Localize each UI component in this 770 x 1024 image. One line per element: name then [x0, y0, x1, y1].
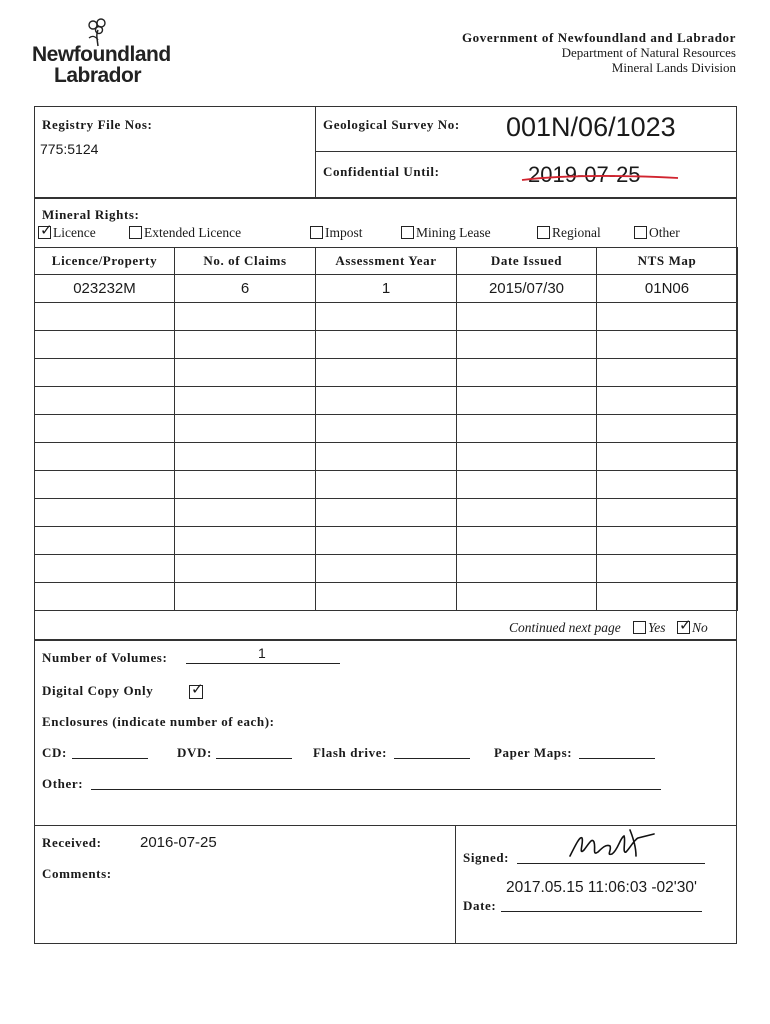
continued-yes[interactable]: [633, 620, 666, 636]
option-label: Regional: [552, 225, 601, 240]
col-licence-property: Licence/Property: [35, 248, 175, 275]
no-checkbox[interactable]: [677, 616, 692, 634]
table-cell[interactable]: [35, 555, 175, 583]
table-cell[interactable]: [175, 303, 316, 331]
confidential-date: 2019-07-25: [528, 162, 641, 187]
licence-checkbox[interactable]: [38, 221, 53, 239]
other-field[interactable]: [91, 789, 661, 790]
no-label: No: [692, 620, 708, 635]
table-cell[interactable]: [35, 499, 175, 527]
table-cell[interactable]: [175, 415, 316, 443]
table-row: [35, 499, 738, 527]
table-row: [35, 527, 738, 555]
table-cell[interactable]: [175, 331, 316, 359]
table-cell[interactable]: 2015/07/30: [457, 275, 597, 303]
table-cell[interactable]: [175, 583, 316, 611]
table-row: [35, 331, 738, 359]
registry-value[interactable]: 775:5124: [40, 141, 99, 157]
table-cell[interactable]: 023232M: [35, 275, 175, 303]
divider: [455, 825, 456, 944]
dvd-label: DVD:: [177, 745, 212, 760]
survey-value[interactable]: 001N/06/1023: [506, 112, 676, 142]
mining-lease-checkbox[interactable]: [401, 226, 414, 239]
other-checkbox[interactable]: [634, 226, 647, 239]
strikethrough-icon: [520, 170, 680, 184]
table-cell[interactable]: [35, 471, 175, 499]
table-cell[interactable]: [316, 331, 457, 359]
table-row: [35, 471, 738, 499]
table-cell[interactable]: 6: [175, 275, 316, 303]
option-label: Impost: [325, 225, 363, 240]
table-row: [35, 583, 738, 611]
table-cell[interactable]: [35, 527, 175, 555]
check-icon: ✓: [191, 680, 204, 698]
table-cell[interactable]: [457, 555, 597, 583]
table-cell[interactable]: [35, 303, 175, 331]
table-cell[interactable]: [316, 499, 457, 527]
table-cell[interactable]: [597, 499, 738, 527]
check-icon: ✓: [679, 616, 692, 634]
col-nts-map: NTS Map: [597, 248, 738, 275]
header-division: Mineral Lands Division: [611, 60, 736, 75]
option-licence[interactable]: [38, 221, 96, 241]
table-cell[interactable]: [597, 331, 738, 359]
table-cell[interactable]: [597, 527, 738, 555]
yes-label: Yes: [648, 620, 666, 635]
table-cell[interactable]: [457, 331, 597, 359]
header-government: Government of Newfoundland and Labrador: [461, 30, 736, 45]
table-cell[interactable]: [316, 415, 457, 443]
table-cell[interactable]: [175, 499, 316, 527]
table-cell[interactable]: [597, 303, 738, 331]
table-row: [35, 555, 738, 583]
table-cell[interactable]: [597, 387, 738, 415]
department-header: [462, 30, 736, 75]
table-cell[interactable]: [316, 443, 457, 471]
continued-no[interactable]: [677, 616, 708, 636]
digital-copy-label: Digital Copy Only: [42, 683, 154, 698]
table-cell[interactable]: [316, 555, 457, 583]
table-cell[interactable]: [35, 387, 175, 415]
table-cell[interactable]: [175, 527, 316, 555]
table-cell[interactable]: [35, 443, 175, 471]
option-label: Other: [649, 225, 680, 240]
other-label: Other:: [42, 776, 84, 791]
table-cell[interactable]: [316, 387, 457, 415]
maps-field[interactable]: [579, 758, 655, 759]
nl-logo: [32, 18, 171, 88]
table-cell[interactable]: 1: [316, 275, 457, 303]
option-extended-licence[interactable]: [129, 225, 241, 241]
confidential-value[interactable]: [528, 162, 641, 188]
regional-checkbox[interactable]: [537, 226, 550, 239]
volumes-value[interactable]: 1: [258, 645, 266, 661]
table-cell[interactable]: [316, 303, 457, 331]
received-label: Received:: [42, 835, 102, 850]
col-date-issued: Date Issued: [457, 248, 597, 275]
volumes-box: [34, 640, 737, 826]
mineral-rights-label: Mineral Rights:: [42, 207, 140, 222]
table-cell[interactable]: [175, 471, 316, 499]
logo-newfoundland: Newfoundland: [32, 43, 171, 66]
table-cell[interactable]: [597, 415, 738, 443]
table-cell[interactable]: [457, 471, 597, 499]
continued-label: Continued next page: [509, 620, 621, 635]
table-cell[interactable]: [175, 387, 316, 415]
flash-label: Flash drive:: [313, 745, 388, 760]
table-cell[interactable]: [457, 303, 597, 331]
table-cell[interactable]: [597, 471, 738, 499]
table-row: [35, 415, 738, 443]
option-label: Licence: [53, 225, 96, 240]
option-label: Mining Lease: [416, 225, 491, 240]
volumes-label: Number of Volumes:: [42, 650, 168, 665]
enclosures-label: Enclosures (indicate number of each):: [42, 714, 275, 729]
option-impost[interactable]: [310, 225, 363, 241]
table-cell[interactable]: [316, 583, 457, 611]
yes-checkbox[interactable]: [633, 621, 646, 634]
extended-licence-checkbox[interactable]: [129, 226, 142, 239]
registry-label: Registry File Nos:: [42, 117, 153, 132]
received-value[interactable]: 2016-07-25: [140, 834, 217, 851]
table-cell[interactable]: [35, 331, 175, 359]
table-row: [35, 443, 738, 471]
cd-label: CD:: [42, 745, 67, 760]
table-cell[interactable]: [175, 555, 316, 583]
impost-checkbox[interactable]: [310, 226, 323, 239]
dvd-field[interactable]: [216, 758, 292, 759]
table-cell[interactable]: [457, 583, 597, 611]
table-row: [35, 387, 738, 415]
survey-label: Geological Survey No:: [323, 117, 460, 132]
check-icon: ✓: [40, 221, 53, 239]
option-regional[interactable]: [537, 225, 601, 241]
table-cell[interactable]: [597, 555, 738, 583]
table-row: [35, 275, 738, 303]
confidential-label: Confidential Until:: [323, 164, 440, 179]
table-cell[interactable]: [457, 387, 597, 415]
flash-field[interactable]: [394, 758, 470, 759]
volumes-line: [186, 663, 340, 664]
divider: [315, 151, 737, 152]
table-cell[interactable]: [457, 415, 597, 443]
comments-label: Comments:: [42, 866, 112, 881]
date-line: [501, 911, 702, 912]
option-label: Extended Licence: [144, 225, 242, 240]
table-cell[interactable]: [597, 359, 738, 387]
licence-table: [34, 247, 738, 611]
table-row: [35, 359, 738, 387]
table-cell[interactable]: [35, 583, 175, 611]
header-department: Department of Natural Resources: [561, 45, 736, 60]
option-other[interactable]: [634, 225, 680, 241]
table-cell[interactable]: [457, 527, 597, 555]
col-assessment-year: Assessment Year: [316, 248, 457, 275]
table-cell[interactable]: [175, 359, 316, 387]
divider: [315, 106, 316, 198]
table-cell[interactable]: [316, 359, 457, 387]
table-row: [35, 303, 738, 331]
date-value[interactable]: 2017.05.15 11:06:03 -02'30': [506, 879, 697, 896]
logo-labrador: Labrador: [54, 64, 142, 87]
col-no-of-claims: No. of Claims: [175, 248, 316, 275]
table-cell[interactable]: [457, 359, 597, 387]
table-cell[interactable]: 01N06: [597, 275, 738, 303]
table-cell[interactable]: [457, 443, 597, 471]
date-label: Date:: [463, 898, 497, 913]
option-mining-lease[interactable]: [401, 225, 491, 241]
table-cell[interactable]: [597, 583, 738, 611]
digital-copy-checkbox[interactable]: [189, 680, 205, 702]
digital-checkbox[interactable]: [189, 680, 204, 699]
table-header-row: [35, 248, 738, 275]
signature-icon: [566, 826, 658, 864]
table-cell[interactable]: [597, 443, 738, 471]
table-cell[interactable]: [35, 359, 175, 387]
signed-label: Signed:: [463, 850, 510, 865]
table-cell[interactable]: [35, 415, 175, 443]
table-cell[interactable]: [457, 499, 597, 527]
table-cell[interactable]: [316, 471, 457, 499]
cd-field[interactable]: [72, 758, 148, 759]
table-cell[interactable]: [316, 527, 457, 555]
maps-label: Paper Maps:: [494, 745, 573, 760]
table-cell[interactable]: [175, 443, 316, 471]
